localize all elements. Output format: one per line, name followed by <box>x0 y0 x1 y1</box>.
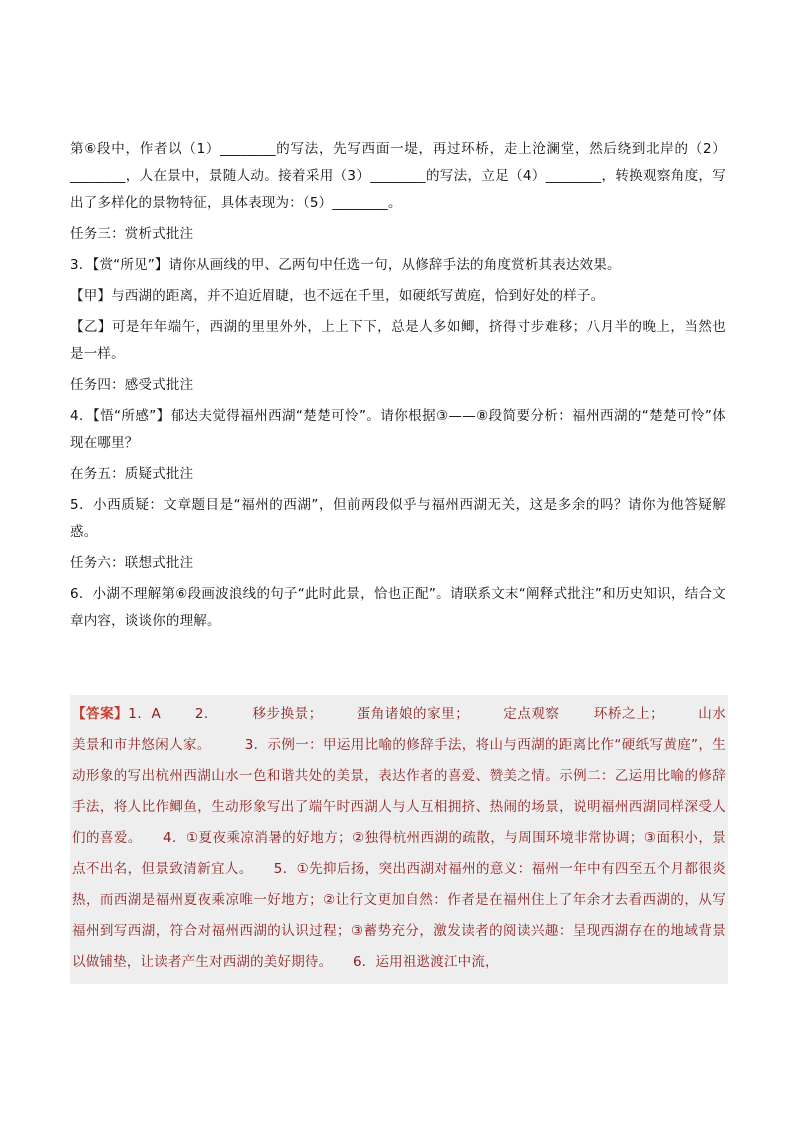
answer-block <box>70 695 728 984</box>
answer-q1: 1．A <box>128 706 161 722</box>
sentence-yi: 【乙】可是年年端午，西湖的里里外外，上上下下，总是人多如鲫，挤得寸步难移；八月半的晚上，当然也是一样。 <box>70 319 726 362</box>
paragraph-q2: 第⑥段中，作者以（1）________的写法，先写西面一堤，再过环桥，走上沧澜堂，然后绕到北岸的（2）________，人在景中，景随人动。接着采用（3）________的写法，立足（4）________，转换观察角度，写出了多样化的景物特征，具体表现为：（5）________。 <box>70 141 726 211</box>
question-5: 5．小西质疑：文章题目是“福州的西湖”，但前两段似乎与福州西湖无关，这是多余的吗？请你为他答疑解惑。 <box>70 497 726 540</box>
answer-q2-item: 环桥之上； <box>593 706 664 722</box>
sentence-jia: 【甲】与西湖的距离，并不迫近眉睫，也不远在千里，如硬纸写黄庭，恰到好处的样子。 <box>70 288 605 304</box>
task-five-heading: 在务五：质疑式批注 <box>70 466 194 482</box>
answer-tag: 【答案】 <box>72 706 129 722</box>
answer-q2-item: 山水美景和市井悠闲人家。 <box>72 706 726 753</box>
task-three-heading: 任务三：赏析式批注 <box>70 226 194 242</box>
answer-q2-item: 定点观察 <box>502 706 560 722</box>
question-3: 3．【赏“所见”】请你从画线的甲、乙两句中任选一句，从修辞手法的角度赏析其表达效果。 <box>70 257 621 273</box>
question-6: 6．小湖不理解第⑥段画波浪线的句子“此时此景，恰也正配”。请联系文末“阐释式批注”和历史知识，结合文章内容，谈谈你的理解。 <box>70 586 726 629</box>
question-section <box>70 136 726 639</box>
answer-q2-item: 移步换景； <box>252 706 323 722</box>
answer-q2-item: 蛋角诸娘的家里； <box>356 706 469 722</box>
question-4: 4．【悟“所感”】郁达夫觉得福州西湖“楚楚可怜”。请你根据③——⑧段简要分析：福州西湖的“楚楚可怜”体现在哪里？ <box>70 408 726 451</box>
answer-q2-label: 2． <box>194 706 219 722</box>
answer-body: 3．示例一：甲运用比喻的修辞手法，将山与西湖的距离比作“硬纸写黄庭”，生动形象的写出杭州西湖山水一色和谐共处的美景，表达作者的喜爱、赞美之情。示例二：乙运用比喻的修辞手法，将人比作鲫鱼，生动形象写出了端午时西湖人与人互相拥挤、热闹的场景，说明福州西湖同样深受人们的喜爱。 4．①夏夜乘凉消暑的好地方；②独得杭州西湖的疏散，与周围环境非常协调；③面积小，景点不出名，但景致清新宜人。 5．①先抑后扬，突出西湖对福州的意义：福州一年中有四至五个月都很炎热，而西湖是福州夏夜乘凉唯一好地方；②让行文更加自然：作者是在福州住上了年余才去看西湖的，从写福州到写西湖，符合对福州西湖的认识过程；③蓄势充分，激发读者的阅读兴趣：呈现西湖存在的地域背景以做铺垫，让读者产生对西湖的美好期待。 6．运用祖逖渡江中流， <box>72 737 726 970</box>
task-four-heading: 任务四：感受式批注 <box>70 377 194 393</box>
answer-text <box>72 699 726 978</box>
task-six-heading: 任务六：联想式批注 <box>70 555 194 571</box>
